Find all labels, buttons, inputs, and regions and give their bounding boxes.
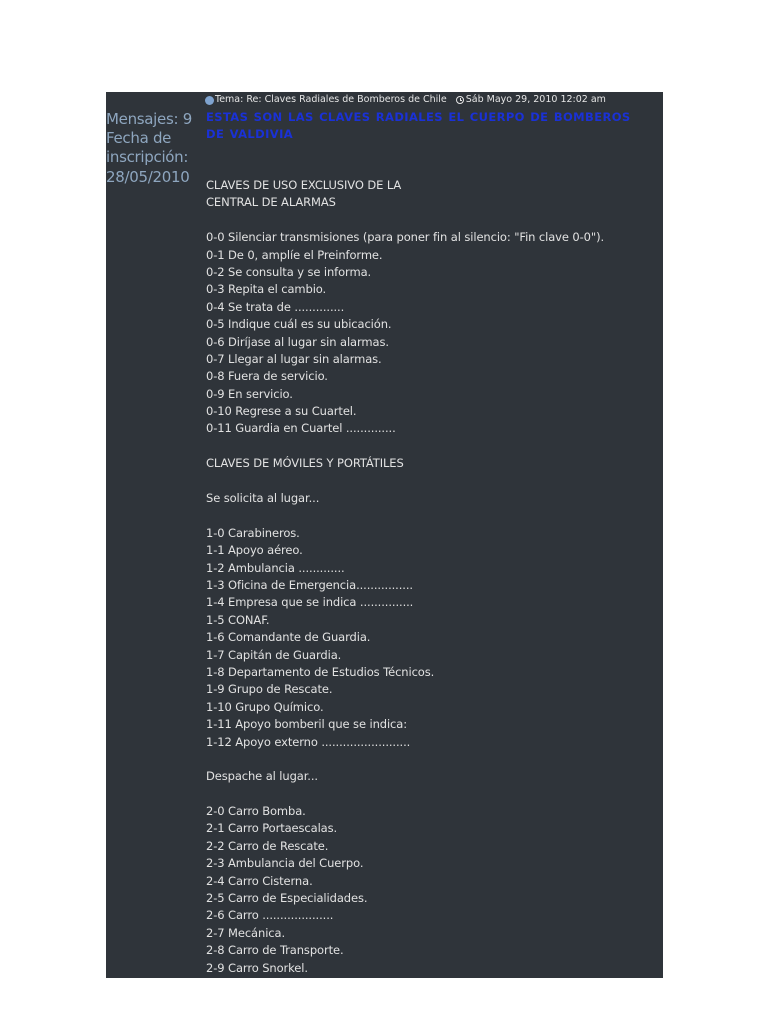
body-line [206, 212, 656, 229]
post-body [206, 177, 656, 977]
body-line: Se solicita al lugar... [206, 491, 320, 506]
body-line [206, 473, 656, 490]
body-line: 0-9 En servicio. [206, 386, 293, 401]
body-line: 1-7 Capitán de Guardia. [206, 647, 342, 662]
clock-icon [456, 96, 464, 104]
body-line: 2-6 Carro .................... [206, 908, 334, 923]
body-line [206, 751, 656, 768]
body-line: 2-9 Carro Snorkel. [206, 960, 308, 975]
join-date-label: Fecha de [106, 129, 172, 148]
forum-post [106, 92, 663, 978]
body-line: 0-8 Fuera de servicio. [206, 369, 328, 384]
body-line: 1-0 Carabineros. [206, 525, 300, 540]
body-line: 1-2 Ambulancia ............. [206, 560, 345, 575]
body-line: 2-4 Carro Cisterna. [206, 873, 313, 888]
body-line: 2-7 Mecánica. [206, 925, 286, 940]
body-line: 0-5 Indique cuál es su ubicación. [206, 317, 392, 332]
body-line: 2-5 Carro de Especialidades. [206, 891, 368, 906]
author-profile [106, 110, 204, 187]
post-title: ESTAS SON LAS CLAVES RADIALES EL CUERPO DE BOMBEROS DE VALDIVIA [206, 110, 631, 141]
body-line [206, 507, 656, 524]
body-line: CENTRAL DE ALARMAS [206, 195, 336, 210]
body-line: 0-3 Repita el cambio. [206, 282, 327, 297]
post-count: Mensajes: 9 [106, 110, 192, 128]
body-line: 0-7 Llegar al lugar sin alarmas. [206, 351, 382, 366]
body-line: 0-0 Silenciar transmisiones (para poner fin al silencio: "Fin clave 0-0"). [206, 230, 605, 245]
body-line: 1-5 CONAF. [206, 612, 270, 627]
body-line: Despache al lugar... [206, 769, 318, 784]
body-line: 0-4 Se trata de .............. [206, 299, 345, 314]
body-line: 1-11 Apoyo bomberil que se indica: [206, 717, 408, 732]
body-line: 0-1 De 0, amplíe el Preinforme. [206, 247, 383, 262]
body-line: 1-6 Comandante de Guardia. [206, 630, 371, 645]
post-date: Sáb Mayo 29, 2010 12:02 am [465, 94, 606, 105]
join-date: 28/05/2010 [106, 167, 190, 186]
body-line: 1-9 Grupo de Rescate. [206, 682, 333, 697]
body-line: 0-10 Regrese a su Cuartel. [206, 404, 357, 419]
post-header [205, 92, 663, 108]
body-line: 1-1 Apoyo aéreo. [206, 543, 303, 558]
body-line: 0-6 Diríjase al lugar sin alarmas. [206, 334, 389, 349]
body-line: 2-2 Carro de Rescate. [206, 838, 329, 853]
body-line: 0-11 Guardia en Cuartel .............. [206, 421, 396, 436]
body-line: 1-12 Apoyo externo ......................... [206, 734, 411, 749]
body-line: 2-3 Ambulancia del Cuerpo. [206, 856, 364, 871]
body-line: 1-8 Departamento de Estudios Técnicos. [206, 664, 435, 679]
body-line: 1-3 Oficina de Emergencia................ [206, 577, 413, 592]
body-line: 1-10 Grupo Químico. [206, 699, 324, 714]
join-date-label-2: inscripción: [106, 148, 189, 167]
body-line: 1-4 Empresa que se indica ............... [206, 595, 414, 610]
topic-dot-icon [205, 96, 214, 105]
topic-title[interactable]: Tema: Re: Claves Radiales de Bomberos de Chile [215, 94, 447, 105]
body-line: CLAVES DE MÓVILES Y PORTÁTILES [206, 456, 404, 471]
body-line [206, 438, 656, 455]
body-line: 2-8 Carro de Transporte. [206, 943, 344, 958]
body-line [206, 786, 656, 803]
body-line: 0-2 Se consulta y se informa. [206, 264, 372, 279]
body-line: 2-0 Carro Bomba. [206, 804, 306, 819]
body-line: 2-1 Carro Portaescalas. [206, 821, 338, 836]
body-line: CLAVES DE USO EXCLUSIVO DE LA [206, 178, 402, 192]
